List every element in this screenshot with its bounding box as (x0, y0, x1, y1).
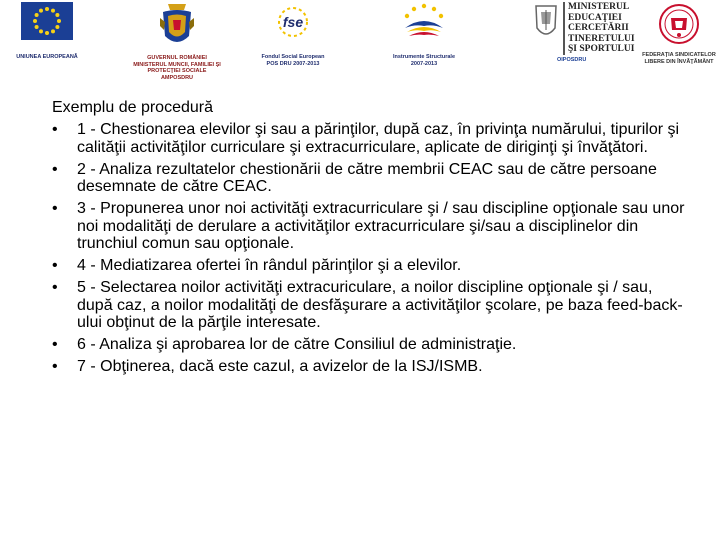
structural-instruments-icon (399, 2, 449, 48)
procedure-step-6: • 6 - Analiza şi aprobarea lor de către Consiliul de administraţie. (52, 336, 692, 354)
fse-caption: Fondul Social European POS DRU 2007-2013 (261, 54, 325, 67)
procedure-list (52, 121, 692, 376)
romania-coat-of-arms-icon (160, 2, 194, 52)
procedure-step-5: • 5 - Selectarea noilor activităţi extracuriculare, a noilor discipline opţionale şi / sau, după caz, a noilor modalităţi de desfăşurare a activităţilor şcolare, pe baza feed-back-ului obţinut de la părţile interesate. (52, 279, 692, 332)
procedure-step-7: • 7 - Obţinerea, dacă este cazul, a avizelor de la ISJ/ISMB. (52, 358, 692, 376)
ministry-crest-icon (533, 2, 559, 44)
slide-content (52, 99, 692, 376)
procedure-step-3: • 3 - Propunerea unor noi activităţi extracurriculare şi / sau discipline opţionale sau unor noi modalităţi de derulare a activităţilor extracurriculare şi/sau a disciplinelor din trunchiul comun sau opţionale. (52, 200, 692, 253)
structural-instruments-logo (376, 2, 472, 67)
procedure-step-1: • 1 - Chestionarea elevilor şi sau a părinţilor, după caz, în privinţa numărului, tipurilor şi calităţii activităţilor curriculare şi extracurriculare, aplicate de diriginţi şi învăţători. (52, 121, 692, 156)
fse-logo-icon (273, 2, 313, 42)
ministry-name: MINISTERUL EDUCAŢIEI CERCETĂRII TINERETULUI ŞI SPORTULUI (563, 2, 635, 55)
procedure-step-2: • 2 - Analiza rezultatelor chestionării de către membrii CEAC sau de către persoane desemnate de către CEAC. (52, 161, 692, 196)
ministry-caption: OIPOSDRU (557, 56, 587, 63)
logo-bar (0, 0, 720, 92)
fse-logo-text: fse (282, 14, 304, 30)
government-caption: GUVERNUL ROMÂNIEI MINISTERUL MUNCII, FAMILIEI ŞI PROTECŢIEI SOCIALE AMPOSDRU (133, 55, 221, 81)
fse-logo (252, 2, 334, 67)
federation-logo (640, 2, 718, 65)
procedure-step-4: • 4 - Mediatizarea ofertei în rândul părinţilor şi a elevilor. (52, 257, 692, 275)
eu-logo (10, 2, 84, 61)
government-logo (118, 2, 236, 81)
federation-caption: FEDERAŢIA SINDICATELOR LIBERE DIN ÎNVĂŢĂMÂNT (642, 52, 716, 65)
procedure-heading: Exemplu de procedură (52, 99, 213, 116)
eu-flag-icon (21, 2, 73, 40)
federation-seal-icon (658, 2, 700, 48)
structural-instruments-caption: Instrumente Structurale 2007-2013 (392, 54, 456, 67)
eu-caption: UNIUNEA EUROPEANĂ (16, 54, 78, 60)
ministry-logo (533, 2, 633, 63)
